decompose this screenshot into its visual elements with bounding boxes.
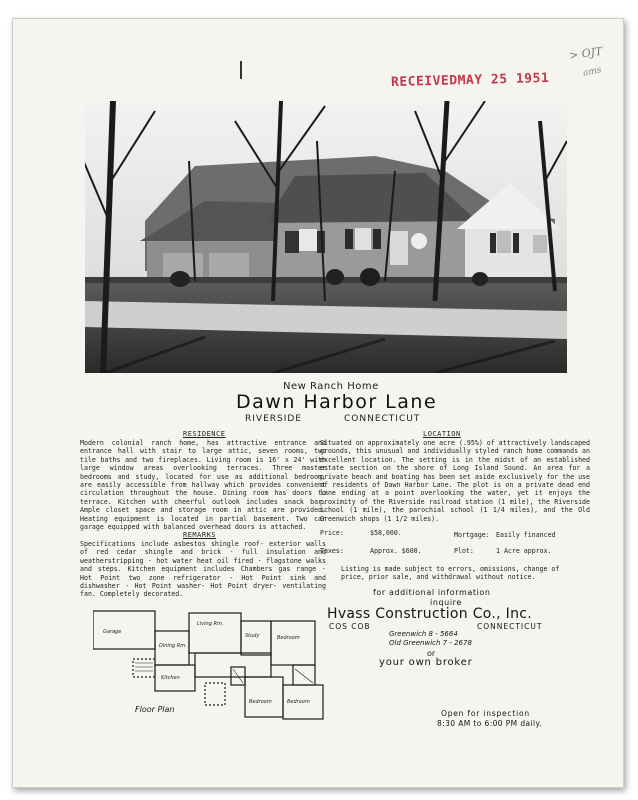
pencil-note: > OJT xyxy=(568,44,604,63)
residence-heading: RESIDENCE xyxy=(183,430,226,438)
caption-new-ranch-home: New Ranch Home xyxy=(283,381,379,392)
listing-sheet xyxy=(12,18,624,788)
pencil-tick-mark xyxy=(240,61,242,79)
room-kitchen: Kitchen xyxy=(161,675,180,681)
company-town: COS COB xyxy=(329,622,371,631)
listing-disclaimer: Listing is made subject to errors, omissions, change of price, prior sale, and withdrawal without notice. xyxy=(341,565,560,582)
your-own-broker: your own broker xyxy=(379,657,473,668)
location-text: Situated on approximately one acre (.95%) of attractively landscaped grounds, this unusual and individually styled ranch home commands an excellent location. The setting is in the midst of an established estate section on the shore of Long Island Sound. An area for a private beach and boating has been set aside exclusively for the use of residents of Dawn Harbor Lane. The plot is on a private dead end lane ending at a point overlooking the water, yet it enjoys the proximity of the Riverside railroad station (1 mile), the Riverside school (1 mile), the parochial school (1 1/4 miles), and the Old Greenwich shops (1 1/2 miles). xyxy=(320,439,590,523)
company-state: CONNECTICUT xyxy=(477,622,543,631)
mortgage-value: Easily financed xyxy=(496,531,556,539)
mortgage-label: Mortgage: xyxy=(454,531,490,539)
taxes-value: Approx. $600. xyxy=(370,547,422,555)
inspection-hours: 8:30 AM to 6:00 PM daily. xyxy=(437,719,543,728)
remarks-text: Specifications include asbestos shingle roof- exterior walls of red cedar shingle and brick - full insulation and weatherstripping - hot water heat oil fired - flagstone walks and steps. Kitchen equipment includes Chambers gas range - Hot Point two zone refrigerator - Hot Point sink and dishwasher - Hot Point washer- Hot Point dryer- ventilating fan. Completely decorated. xyxy=(80,540,326,599)
contact-line-2: inquire xyxy=(430,598,462,607)
contact-line-1: for additional information xyxy=(373,588,491,597)
room-living: Living Rm. xyxy=(197,621,224,627)
room-bedroom-2: Bedroom xyxy=(249,699,272,705)
plot-label: Plot: xyxy=(454,547,474,555)
location-heading: LOCATION xyxy=(423,430,461,438)
location-state: CONNECTICUT xyxy=(344,414,421,424)
open-inspection: Open for inspection xyxy=(441,709,530,718)
company-name: Hvass Construction Co., Inc. xyxy=(327,606,533,622)
taxes-label: Taxes: xyxy=(320,547,344,555)
floor-plan-drawing xyxy=(93,603,335,723)
location-town: RIVERSIDE xyxy=(245,414,302,424)
remarks-heading: REMARKS xyxy=(183,531,217,539)
house-photo xyxy=(85,101,567,373)
floor-plan-label: Floor Plan xyxy=(135,705,175,714)
price-label: Price: xyxy=(320,529,344,537)
plot-value: 1 Acre approx. xyxy=(496,547,552,555)
room-dining: Dining Rm. xyxy=(159,643,187,649)
pencil-note-2: ams xyxy=(582,65,603,79)
room-bedroom-3: Bedroom xyxy=(287,699,310,705)
contact-or: or xyxy=(427,649,436,658)
listing-title: Dawn Harbor Lane xyxy=(236,391,438,413)
room-garage: Garage xyxy=(103,629,122,635)
room-study: Study xyxy=(245,633,260,639)
phone-greenwich: Greenwich 8 - 5664 xyxy=(389,630,458,638)
residence-text: Modern colonial ranch home, has attractive entrance and entrance hall with stair to large attic, seven rooms, two tile baths and two fireplaces. Living room is 16' x 24' with large window areas overlooking terraces. Three master bedrooms and study, located for use as additional bedroom, are easily accessible from hallway which provides convenient circulation throughout the house. Dining room has doors to terrace. Kitchen with cheerful outlook includes snack bar. Ample closet space and storage room in attic are provided. Heating equipment is located in partial basement. Two car garage equipped with balanced overhead doors is attached. xyxy=(80,439,326,532)
room-bedroom-1: Bedroom xyxy=(277,635,300,641)
received-stamp: RECEIVEDMAY 25 1951 xyxy=(390,70,550,91)
price-value: $58,000. xyxy=(370,529,402,537)
phone-old-greenwich: Old Greenwich 7 - 2678 xyxy=(389,639,472,647)
